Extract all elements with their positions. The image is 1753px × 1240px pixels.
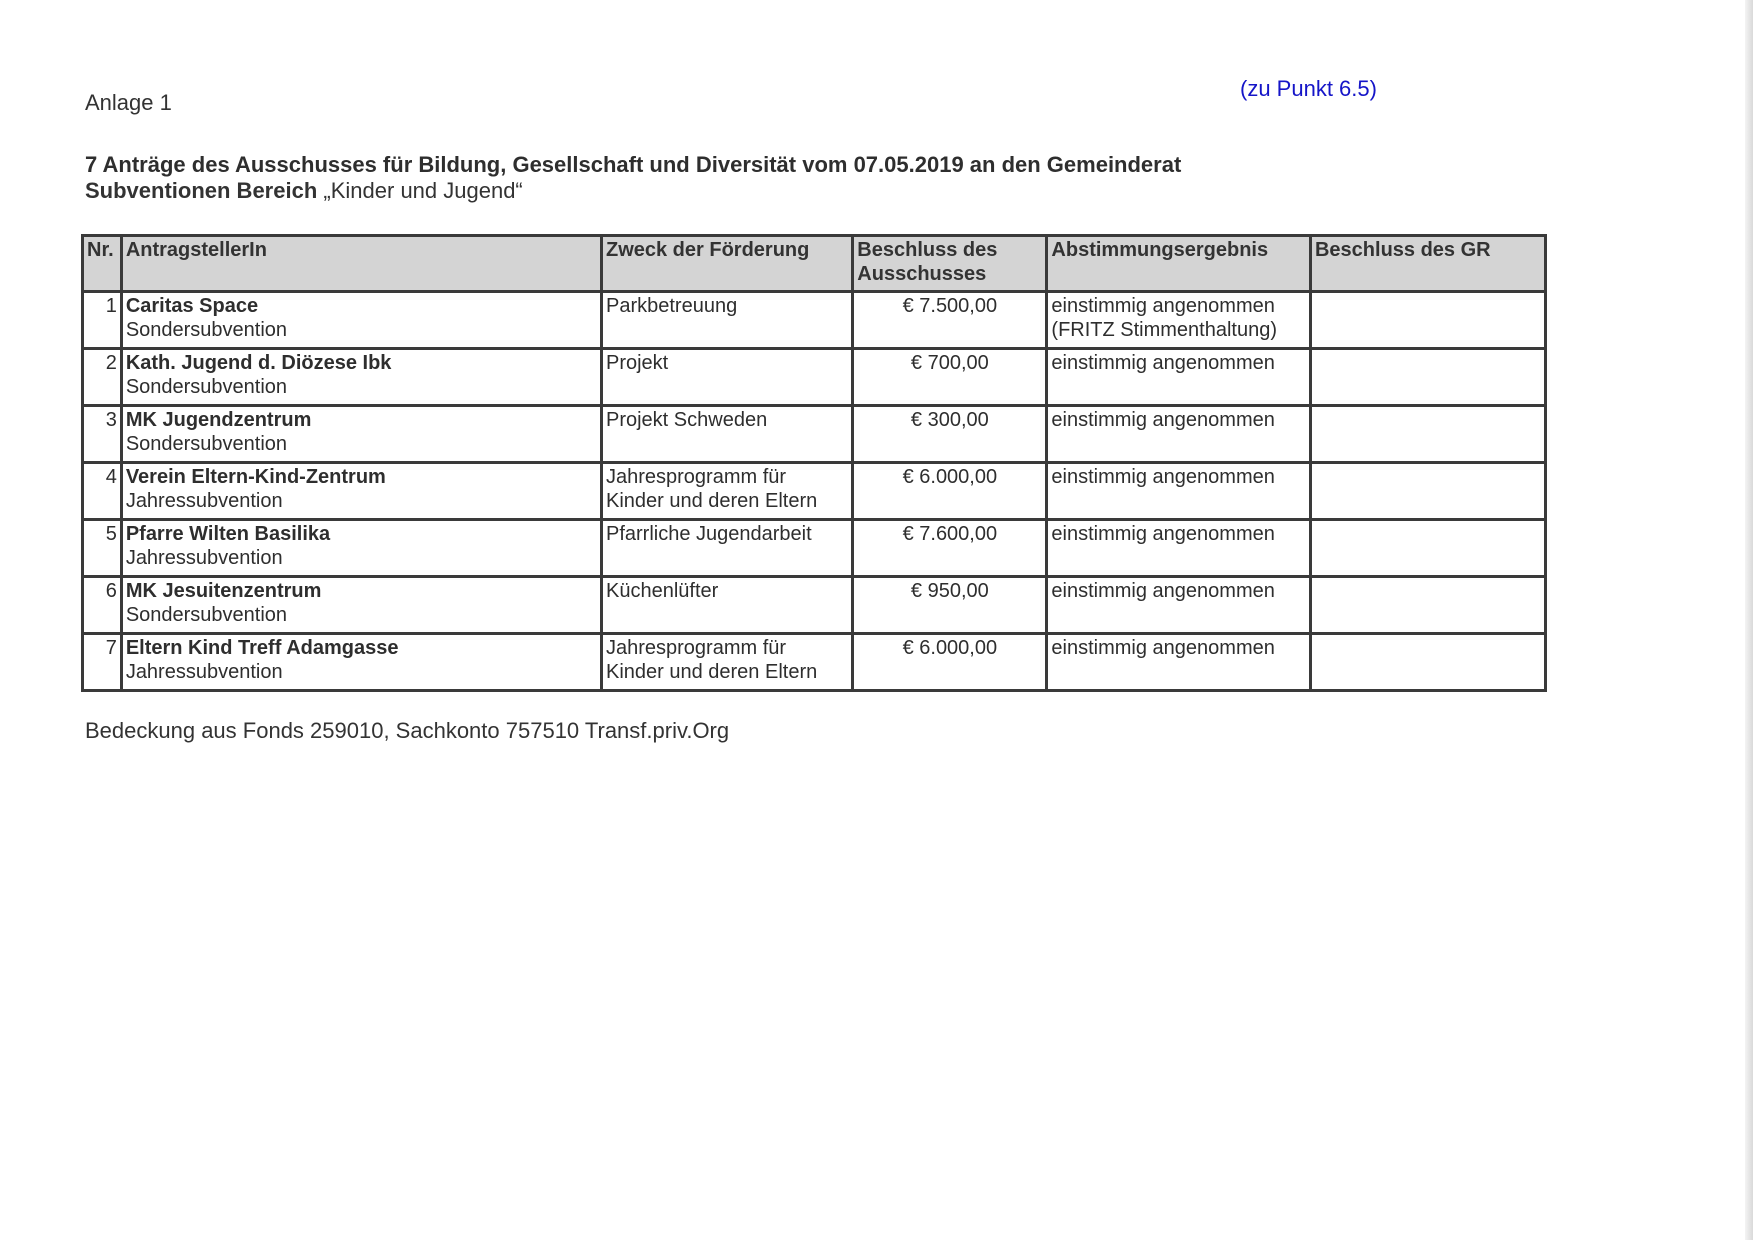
subtitle-bold: Subventionen Bereich <box>85 178 318 203</box>
applicant-name: Eltern Kind Treff Adamgasse <box>125 637 399 659</box>
vote-result: einstimmig angenommen <box>1051 523 1275 545</box>
table-row <box>83 520 1546 577</box>
purpose-cell: Küchenlüfter <box>601 577 852 634</box>
document-subtitle <box>85 178 523 204</box>
page-edge <box>1745 0 1753 1240</box>
applicant-name: Kath. Jugend d. Diözese Ibk <box>125 352 392 374</box>
purpose-cell: Jahresprogramm für Kinder und deren Eltern <box>601 634 852 691</box>
subsidy-type: Sondersubvention <box>125 433 288 455</box>
header-purpose: Zweck der Förderung <box>601 236 852 292</box>
amount-cell: € 700,00 <box>853 349 1047 406</box>
amount-cell: € 7.500,00 <box>853 292 1047 349</box>
header-nr: Nr. <box>83 236 122 292</box>
agenda-reference: (zu Punkt 6.5) <box>1240 76 1377 101</box>
amount-cell: € 6.000,00 <box>853 463 1047 520</box>
vote-result: einstimmig angenommen <box>1051 295 1275 317</box>
table-row <box>83 634 1546 691</box>
document-title: 7 Anträge des Ausschusses für Bildung, Gesellschaft und Diversität vom 07.05.2019 an den Gemeinderat <box>85 152 1182 177</box>
table-row <box>83 577 1546 634</box>
vote-cell <box>1047 292 1311 349</box>
vote-result: einstimmig angenommen <box>1051 637 1275 659</box>
funding-note: Bedeckung aus Fonds 259010, Sachkonto 757510 Transf.priv.Org <box>85 718 730 743</box>
vote-result: einstimmig angenommen <box>1051 466 1275 488</box>
table-row <box>83 463 1546 520</box>
table-header-row <box>83 236 1546 292</box>
subsidy-type: Sondersubvention <box>125 604 288 626</box>
gr-decision-cell <box>1310 520 1545 577</box>
gr-decision-cell <box>1310 406 1545 463</box>
applicant-cell <box>121 349 601 406</box>
vote-note: (FRITZ Stimmenthaltung) <box>1051 319 1278 341</box>
table-row <box>83 406 1546 463</box>
applicant-cell <box>121 577 601 634</box>
purpose-cell: Projekt <box>601 349 852 406</box>
header-decision: Beschluss des Ausschusses <box>853 236 1047 292</box>
vote-cell <box>1047 634 1311 691</box>
vote-cell <box>1047 349 1311 406</box>
subsidy-table <box>81 234 1547 692</box>
header-applicant: AntragstellerIn <box>121 236 601 292</box>
applicant-name: MK Jugendzentrum <box>125 409 312 431</box>
vote-cell <box>1047 520 1311 577</box>
vote-cell <box>1047 577 1311 634</box>
gr-decision-cell <box>1310 577 1545 634</box>
applicant-cell <box>121 406 601 463</box>
applicant-name: MK Jesuitenzentrum <box>125 580 322 602</box>
gr-decision-cell <box>1310 349 1545 406</box>
purpose-cell: Projekt Schweden <box>601 406 852 463</box>
row-number: 3 <box>83 406 122 463</box>
amount-cell: € 950,00 <box>853 577 1047 634</box>
purpose-cell: Pfarrliche Jugendarbeit <box>601 520 852 577</box>
subsidy-type: Sondersubvention <box>125 319 288 341</box>
subsidy-type: Sondersubvention <box>125 376 288 398</box>
subsidy-type: Jahressubvention <box>125 490 283 512</box>
subsidy-type: Jahressubvention <box>125 661 283 683</box>
header-vote: Abstimmungsergebnis <box>1047 236 1311 292</box>
header-gr: Beschluss des GR <box>1310 236 1545 292</box>
applicant-name: Verein Eltern-Kind-Zentrum <box>125 466 386 488</box>
applicant-cell <box>121 292 601 349</box>
applicant-cell <box>121 634 601 691</box>
gr-decision-cell <box>1310 634 1545 691</box>
row-number: 5 <box>83 520 122 577</box>
table-row <box>83 349 1546 406</box>
amount-cell: € 6.000,00 <box>853 634 1047 691</box>
gr-decision-cell <box>1310 463 1545 520</box>
applicant-cell <box>121 463 601 520</box>
row-number: 6 <box>83 577 122 634</box>
amount-cell: € 7.600,00 <box>853 520 1047 577</box>
row-number: 4 <box>83 463 122 520</box>
table-row <box>83 292 1546 349</box>
amount-cell: € 300,00 <box>853 406 1047 463</box>
row-number: 2 <box>83 349 122 406</box>
vote-result: einstimmig angenommen <box>1051 352 1275 374</box>
attachment-label: Anlage 1 <box>85 90 172 115</box>
vote-cell <box>1047 463 1311 520</box>
applicant-cell <box>121 520 601 577</box>
gr-decision-cell <box>1310 292 1545 349</box>
subtitle-normal: „Kinder und Jugend“ <box>323 178 523 203</box>
subsidy-type: Jahressubvention <box>125 547 283 569</box>
vote-result: einstimmig angenommen <box>1051 580 1275 602</box>
vote-cell <box>1047 406 1311 463</box>
applicant-name: Caritas Space <box>125 295 259 317</box>
applicant-name: Pfarre Wilten Basilika <box>125 523 331 545</box>
purpose-cell: Jahresprogramm für Kinder und deren Eltern <box>601 463 852 520</box>
vote-result: einstimmig angenommen <box>1051 409 1275 431</box>
purpose-cell: Parkbetreuung <box>601 292 852 349</box>
row-number: 1 <box>83 292 122 349</box>
row-number: 7 <box>83 634 122 691</box>
